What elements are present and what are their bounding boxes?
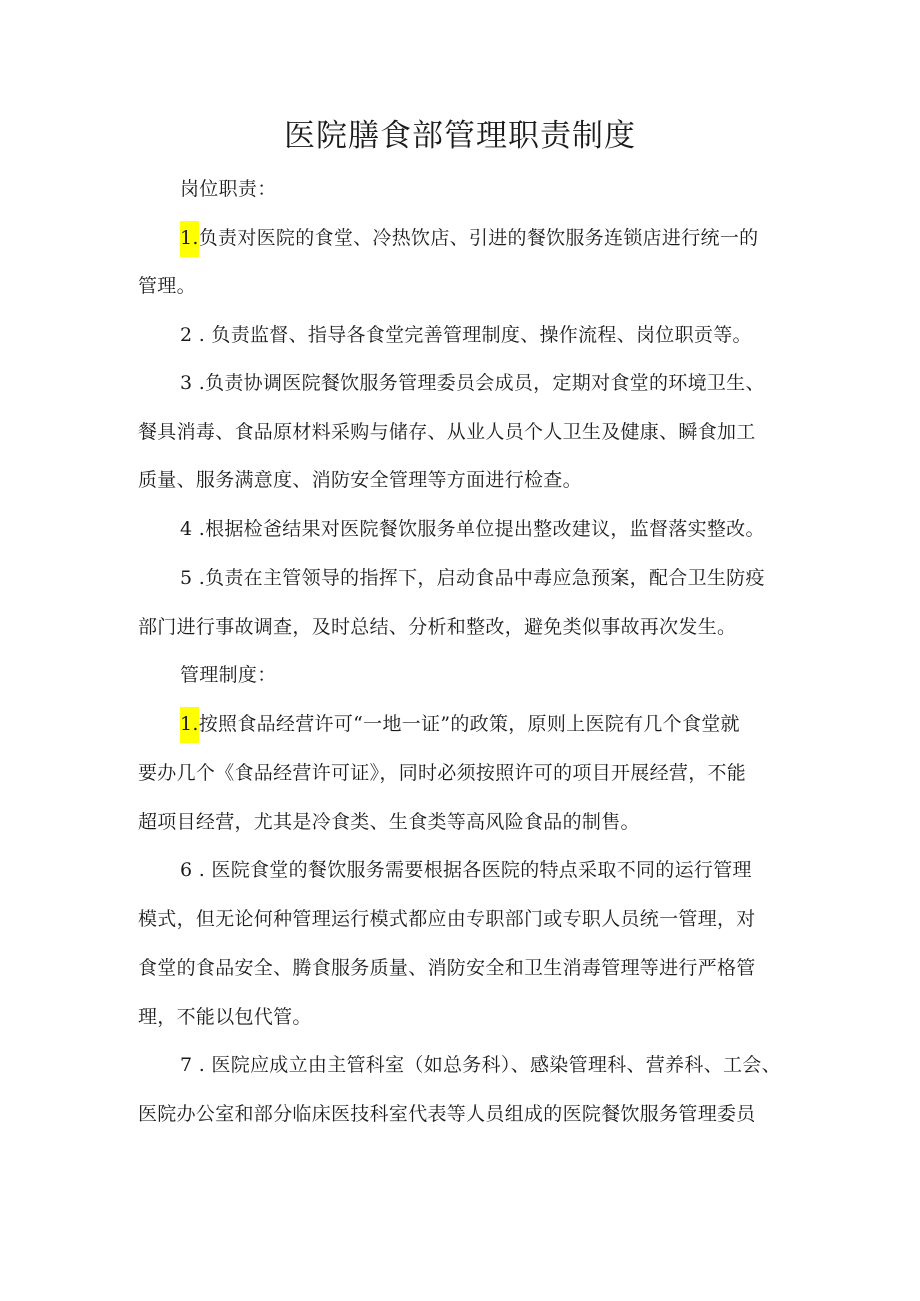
rule-item-1-line-3: 超项目经营，尤其是冷食类、生食类等高风险食品的制售。 — [138, 811, 640, 833]
duty-item-4: 4 .根据检爸结果对医院餐饮服务单位提出整改建议，监督落实整改。 — [180, 518, 765, 540]
document-title: 医院膳食部管理职责制度 — [284, 118, 636, 154]
rule-item-1-text: 按照食品经营许可“一地一证”的政策，原则上医院有几个食堂就 — [198, 713, 740, 735]
duty-item-1-text: 负责对医院的食堂、冷热饮店、引进的餐饮服务连锁店进行统一的 — [198, 227, 759, 249]
rule-item-1-line-1 — [180, 709, 740, 739]
highlighted-number: 1. — [180, 707, 199, 743]
duty-item-2: 2 . 负责监督、指导各食堂完善管理制度、操作流程、岗位职贡等。 — [180, 324, 752, 346]
duty-item-1-line-1 — [180, 223, 758, 253]
rule-item-6-line-1: 6 . 医院食堂的餐饮服务需要根据各医院的特点采取不同的运行管理 — [180, 859, 752, 881]
rule-item-1-line-2: 要办几个《食品经营许可证》，同时必须按照许可的项目开展经营，不能 — [138, 762, 747, 784]
duty-item-1-line-2: 管理。 — [138, 275, 196, 297]
rule-item-7-line-1: 7 . 医院应成立由主管科室（如总务科）、感染管理科、营养科、工会、 — [180, 1054, 781, 1076]
duty-item-5-line-1: 5 .负责在主管领导的指挥下，启动食品中毒应急预案，配合卫生防疫 — [180, 567, 765, 589]
section-heading-duties: 岗位职责： — [180, 178, 277, 200]
duty-item-3-line-3: 质量、服务满意度、消防安全管理等方面进行检查。 — [138, 469, 582, 491]
highlighted-number: 1. — [180, 221, 199, 257]
duty-item-5-line-2: 部门进行事故调查，及时总结、分析和整改，避免类似事故再次发生。 — [138, 616, 737, 638]
section-heading-rules: 管理制度： — [180, 664, 277, 686]
rule-item-6-line-4: 理，不能以包代管。 — [138, 1006, 312, 1028]
rule-item-6-line-3: 食堂的食品安全、腾食服务质量、消防安全和卫生消毒管理等进行严格管 — [138, 957, 756, 979]
duty-item-3-line-2: 餐具消毒、食品原材料采购与储存、从业人员个人卫生及健康、瞬食加工 — [138, 421, 756, 443]
rule-item-7-line-2: 医院办公室和部分临床医技科室代表等人员组成的医院餐饮服务管理委员 — [138, 1103, 756, 1125]
rule-item-6-line-2: 模式，但无论何种管理运行模式都应由专职部门或专职人员统一管理，对 — [138, 908, 756, 930]
duty-item-3-line-1: 3 .负责协调医院餐饮服务管理委员会成员，定期对食堂的环境卫生、 — [180, 372, 765, 394]
